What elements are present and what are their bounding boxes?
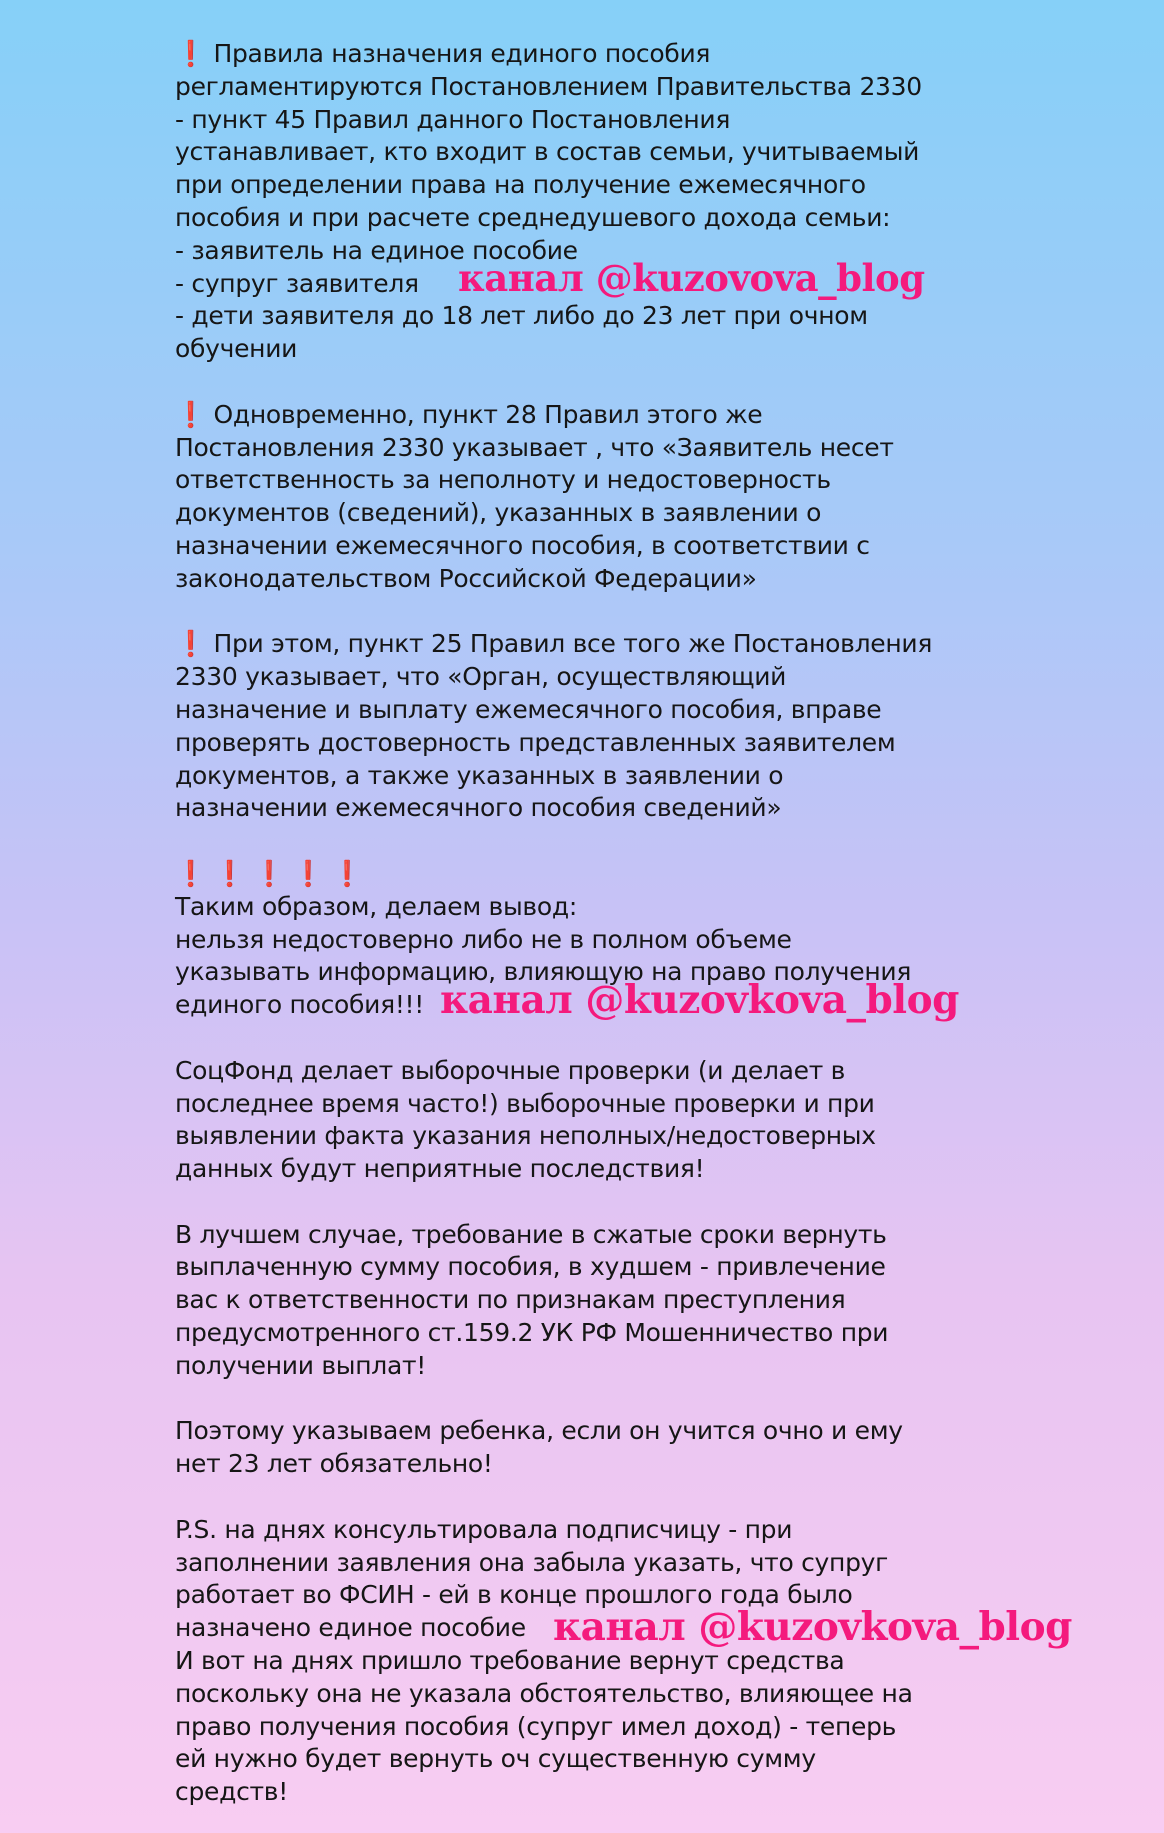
line-text: - дети заявителя до 18 лет либо до 23 лет при очном <box>175 301 868 331</box>
text-line <box>175 1743 1075 1776</box>
line-text: - пункт 45 Правил данного Постановления <box>175 104 731 134</box>
line-text: регламентируются Постановлением Правительства 2330 <box>175 71 922 101</box>
paragraph <box>175 1514 1075 1809</box>
text-line <box>175 1711 1075 1744</box>
line-text: указывать информацию, влияющую на право получения <box>175 957 912 987</box>
line-text: назначении ежемесячного пособия, в соответствии с <box>175 530 870 560</box>
line-text: Таким образом, делаем вывод: <box>175 891 577 921</box>
text-line <box>175 1448 1075 1481</box>
text-line <box>175 1514 1075 1547</box>
text-line <box>175 1350 1075 1383</box>
line-text: Правила назначения единого пособия <box>205 39 711 68</box>
line-text: нельзя недостоверно либо не в полном объеме <box>175 924 792 954</box>
line-text: единого пособия!!! <box>175 990 424 1020</box>
text-line <box>175 727 1075 760</box>
paragraph-gap <box>175 1383 1075 1416</box>
line-text: поскольку она не указала обстоятельство, влияющее на <box>175 1678 913 1708</box>
line-text: устанавливает, кто входит в состав семьи, учитываемый <box>175 137 920 167</box>
line-text: - супруг заявителя <box>175 268 419 298</box>
paragraph-gap <box>175 1186 1075 1219</box>
paragraph <box>175 628 1075 825</box>
text-line <box>175 399 1075 432</box>
line-text: проверять достоверность представленных заявителем <box>175 727 896 757</box>
line-text: выявлении факта указания неполных/недостоверных <box>175 1121 876 1151</box>
line-text: - заявитель на единое пособие <box>175 235 578 265</box>
line-text: назначении ежемесячного пособия сведений» <box>175 793 782 823</box>
text-line <box>175 136 1075 169</box>
line-text: последнее время часто!) выборочные проверки и при <box>175 1088 875 1118</box>
text-line <box>175 1547 1075 1580</box>
line-text: назначение и выплату ежемесячного пособия, вправе <box>175 694 882 724</box>
post-text <box>175 38 1075 1809</box>
line-text: При этом, пункт 25 Правил все того же Постановления <box>205 629 933 659</box>
text-line <box>175 1088 1075 1121</box>
exclamation-icon: ❗️ <box>175 39 206 68</box>
line-text: данных будут неприятные последствия! <box>175 1154 705 1184</box>
text-line <box>175 694 1075 727</box>
line-text: Одновременно, пункт 28 Правил этого же <box>205 399 763 429</box>
line-text: предусмотренного ст.159.2 УК РФ Мошенничество при <box>175 1318 889 1348</box>
line-text: выплаченную сумму пособия, в худшем - привлечение <box>175 1252 886 1282</box>
paragraph <box>175 38 1075 366</box>
text-line <box>175 1055 1075 1088</box>
text-line <box>175 760 1075 793</box>
paragraph <box>175 399 1075 596</box>
paragraph <box>175 1055 1075 1186</box>
paragraph <box>175 1415 1075 1481</box>
text-line <box>175 300 1075 333</box>
line-text: вас к ответственности по признакам преступления <box>175 1285 846 1315</box>
text-line <box>175 891 1075 924</box>
line-text: при определении права на получение ежемесячного <box>175 170 866 200</box>
text-line <box>175 1120 1075 1153</box>
text-line <box>175 464 1075 497</box>
text-line <box>175 530 1075 563</box>
text-line <box>175 1776 1075 1809</box>
text-line <box>175 1153 1075 1186</box>
line-text: обучении <box>175 334 298 364</box>
line-text: И вот на днях пришло требование вернут средства <box>175 1646 845 1676</box>
line-text: нет 23 лет обязательно! <box>175 1449 493 1479</box>
text-line <box>175 202 1075 235</box>
text-line <box>175 1284 1075 1317</box>
text-line <box>175 104 1075 137</box>
line-text: P.S. на днях консультировала подписчицу - при <box>175 1514 793 1544</box>
text-line <box>175 1251 1075 1284</box>
line-text: средств! <box>175 1777 288 1807</box>
paragraph-gap <box>175 825 1075 858</box>
text-line <box>175 628 1075 661</box>
line-text: получении выплат! <box>175 1350 426 1380</box>
text-line <box>175 497 1075 530</box>
line-text: ей нужно будет вернуть оч существенную сумму <box>175 1744 816 1774</box>
watermark: канал @kuzovkova_blog <box>553 1604 1072 1650</box>
text-line <box>175 661 1075 694</box>
text-line <box>175 432 1075 465</box>
line-text: законодательством Российской Федерации» <box>175 563 757 593</box>
paragraph-gap <box>175 366 1075 399</box>
text-line <box>175 333 1075 366</box>
text-line <box>175 1678 1075 1711</box>
line-text: документов, а также указанных в заявлении о <box>175 760 784 790</box>
line-text: Постановления 2330 указывает , что «Заявитель несет <box>175 432 894 462</box>
line-text: назначено единое пособие <box>175 1613 526 1643</box>
watermark: канал @kuzovkova_blog <box>440 977 959 1023</box>
text-line <box>175 1415 1075 1448</box>
line-text: работает во ФСИН - ей в конце прошлого года было <box>175 1580 853 1610</box>
watermark: канал @kuzovova_blog <box>458 256 925 300</box>
line-text: СоцФонд делает выборочные проверки (и делает в <box>175 1055 846 1085</box>
paragraph <box>175 1219 1075 1383</box>
exclamation-icon: ❗️ ❗️ ❗️ ❗️ ❗️ <box>175 858 363 888</box>
text-line <box>175 71 1075 104</box>
text-line <box>175 858 1075 891</box>
text-line <box>175 169 1075 202</box>
line-text: 2330 указывает, что «Орган, осуществляющий <box>175 662 787 692</box>
text-line <box>175 792 1075 825</box>
line-text: право получения пособия (супруг имел доход) - теперь <box>175 1711 897 1741</box>
text-line <box>175 1219 1075 1252</box>
paragraph-gap <box>175 596 1075 629</box>
line-text: Поэтому указываем ребенка, если он учится очно и ему <box>175 1416 903 1446</box>
line-text: заполнении заявления она забыла указать, что супруг <box>175 1547 888 1577</box>
exclamation-icon: ❗️ <box>175 629 206 659</box>
line-text: пособия и при расчете среднедушевого дохода семьи: <box>175 202 891 232</box>
line-text: В лучшем случае, требование в сжатые сроки вернуть <box>175 1219 887 1249</box>
text-line <box>175 924 1075 957</box>
text-line <box>175 1317 1075 1350</box>
line-text: ответственность за неполноту и недостоверность <box>175 465 831 495</box>
text-line <box>175 563 1075 596</box>
line-text: документов (сведений), указанных в заявлении о <box>175 498 822 528</box>
paragraph-gap <box>175 1022 1075 1055</box>
paragraph-gap <box>175 1481 1075 1514</box>
text-line <box>175 38 1075 71</box>
exclamation-icon: ❗️ <box>175 399 206 429</box>
